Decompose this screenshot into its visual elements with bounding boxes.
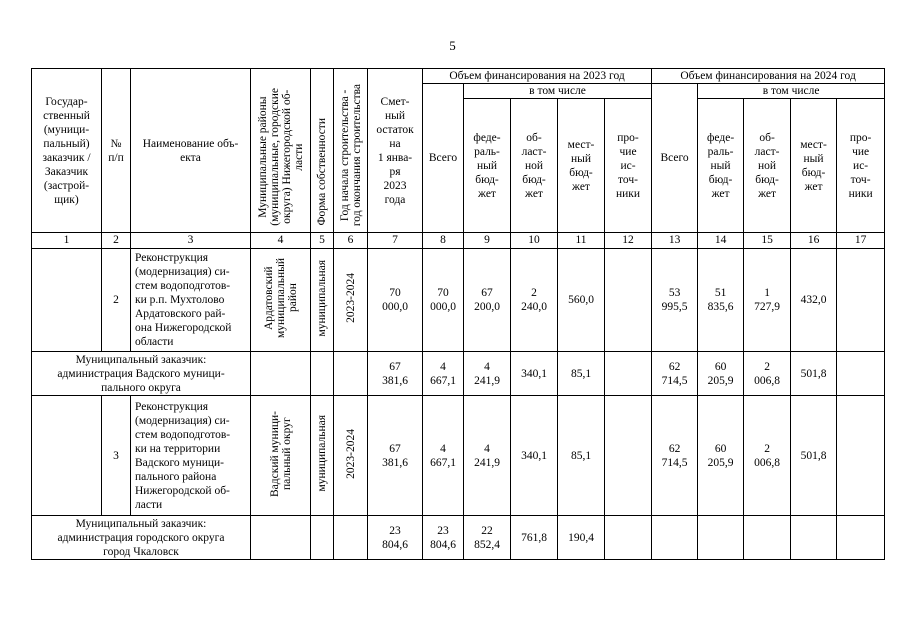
other-2024	[837, 352, 885, 396]
financing-table	[31, 68, 885, 560]
local-2024: 432,0	[791, 249, 837, 352]
district-cell	[251, 249, 311, 352]
federal-2024: 60 205,9	[698, 352, 744, 396]
col-number: 11	[558, 233, 605, 249]
empty-cell	[251, 352, 311, 396]
header-federal-2023: феде- раль- ный бюд- жет	[464, 99, 511, 233]
col-number: 8	[423, 233, 464, 249]
other-2023	[605, 516, 652, 560]
regional-2023: 2 240,0	[511, 249, 558, 352]
header-regional-2023: об- ласт- ной бюд- жет	[511, 99, 558, 233]
table-row	[32, 396, 885, 516]
total-2023: 4 667,1	[423, 396, 464, 516]
other-2023	[605, 396, 652, 516]
construction-years: 2023-2024	[344, 428, 357, 479]
empty-cell	[334, 516, 368, 560]
header-customer: Государ- ственный (муници- пальный) заказчик / Заказчик (застрой- щик)	[32, 69, 102, 233]
total-2024: 62 714,5	[652, 352, 698, 396]
table-row	[32, 249, 885, 352]
page-number: 5	[449, 38, 456, 53]
local-2023: 85,1	[558, 352, 605, 396]
regional-2023: 761,8	[511, 516, 558, 560]
header-federal-2024: феде- раль- ный бюд- жет	[698, 99, 744, 233]
regional-2023: 340,1	[511, 352, 558, 396]
regional-2024: 1 727,9	[744, 249, 791, 352]
local-2023: 190,4	[558, 516, 605, 560]
regional-2024: 2 006,8	[744, 396, 791, 516]
col-number: 1	[32, 233, 102, 249]
total-2024: 53 995,5	[652, 249, 698, 352]
col-number: 10	[511, 233, 558, 249]
ownership-cell	[311, 249, 334, 352]
total-2024	[652, 516, 698, 560]
estimated-remainder: 67 381,6	[368, 396, 423, 516]
customer-cell	[32, 396, 102, 516]
total-2023: 70 000,0	[423, 249, 464, 352]
federal-2023: 4 241,9	[464, 352, 511, 396]
construction-years: 2023-2024	[344, 273, 357, 323]
local-2024: 501,8	[791, 396, 837, 516]
header-regional-2024: об- ласт- ной бюд- жет	[744, 99, 791, 233]
empty-cell	[311, 516, 334, 560]
empty-cell	[251, 516, 311, 560]
header-years: Год начала строительства - год окончания строительства	[338, 83, 363, 226]
col-number: 14	[698, 233, 744, 249]
col-number: 6	[334, 233, 368, 249]
customer-name: Муниципальный заказчик: администрация Вадского муници- пального округа	[32, 352, 251, 396]
district-cell	[251, 396, 311, 516]
col-number: 13	[652, 233, 698, 249]
total-2023: 4 667,1	[423, 352, 464, 396]
header-ownership-cell	[311, 69, 334, 233]
regional-2023: 340,1	[511, 396, 558, 516]
header-fin-2023: Объем финансирования на 2023 год	[423, 69, 652, 84]
col-number: 12	[605, 233, 652, 249]
col-number: 16	[791, 233, 837, 249]
object-name: Реконструкция (модернизация) си- стем водоподготов- ки р.п. Мухтолово Ардатовского рай- она Нижегородской области	[131, 249, 251, 352]
header-remainder: Смет- ный остаток на 1 янва- ря 2023 года	[368, 69, 423, 233]
total-2024: 62 714,5	[652, 396, 698, 516]
empty-cell	[334, 352, 368, 396]
header-ownership: Форма собственности	[316, 118, 328, 226]
ownership-form: муниципальная	[316, 259, 328, 337]
header-local-2024: мест- ный бюд- жет	[791, 99, 837, 233]
col-number: 4	[251, 233, 311, 249]
other-2024	[837, 396, 885, 516]
header-total-2023: Всего	[423, 84, 464, 233]
header-incl-2023: в том числе	[464, 84, 652, 99]
header-other-2023: про- чие ис- точ- ники	[605, 99, 652, 233]
object-number: 3	[102, 396, 131, 516]
header-district: Муниципальные районы (муниципальные, городские округа) Нижегородской об- ласти	[256, 88, 305, 226]
col-number: 15	[744, 233, 791, 249]
header-number: № п/п	[102, 69, 131, 233]
estimated-remainder: 70 000,0	[368, 249, 423, 352]
header-years-cell	[334, 69, 368, 233]
estimated-remainder: 23 804,6	[368, 516, 423, 560]
local-2023: 85,1	[558, 396, 605, 516]
years-cell	[334, 396, 368, 516]
header-total-2024: Всего	[652, 84, 698, 233]
col-number: 17	[837, 233, 885, 249]
other-2024	[837, 249, 885, 352]
col-number: 2	[102, 233, 131, 249]
customer-cell	[32, 249, 102, 352]
other-2023	[605, 249, 652, 352]
header-fin-2024: Объем финансирования на 2024 год	[652, 69, 885, 84]
empty-cell	[311, 352, 334, 396]
local-2024	[791, 516, 837, 560]
other-2024	[837, 516, 885, 560]
object-name: Реконструкция (модернизация) си- стем водоподготов- ки на территории Вадского муници- пального района Нижегородской об- ласти	[131, 396, 251, 516]
column-number-row	[32, 233, 885, 249]
col-number: 7	[368, 233, 423, 249]
customer-name: Муниципальный заказчик: администрация городского округа город Чкаловск	[32, 516, 251, 560]
other-2023	[605, 352, 652, 396]
estimated-remainder: 67 381,6	[368, 352, 423, 396]
ownership-form: муниципальная	[316, 415, 328, 492]
header-other-2024: про- чие ис- точ- ники	[837, 99, 885, 233]
district-name: Вадский муници- пальный округ	[268, 410, 293, 497]
federal-2023: 22 852,4	[464, 516, 511, 560]
table-row	[32, 352, 885, 396]
local-2024: 501,8	[791, 352, 837, 396]
header-district-cell	[251, 69, 311, 233]
table-row	[32, 516, 885, 560]
federal-2023: 67 200,0	[464, 249, 511, 352]
federal-2024: 60 205,9	[698, 396, 744, 516]
federal-2024: 51 835,6	[698, 249, 744, 352]
header-object-name: Наименование объ- екта	[131, 69, 251, 233]
header-incl-2024: в том числе	[698, 84, 885, 99]
ownership-cell	[311, 396, 334, 516]
years-cell	[334, 249, 368, 352]
district-name: Ардатовский муниципальный район	[262, 257, 299, 339]
federal-2024	[698, 516, 744, 560]
regional-2024: 2 006,8	[744, 352, 791, 396]
header-local-2023: мест- ный бюд- жет	[558, 99, 605, 233]
object-number: 2	[102, 249, 131, 352]
col-number: 9	[464, 233, 511, 249]
local-2023: 560,0	[558, 249, 605, 352]
federal-2023: 4 241,9	[464, 396, 511, 516]
col-number: 3	[131, 233, 251, 249]
total-2023: 23 804,6	[423, 516, 464, 560]
col-number: 5	[311, 233, 334, 249]
regional-2024	[744, 516, 791, 560]
